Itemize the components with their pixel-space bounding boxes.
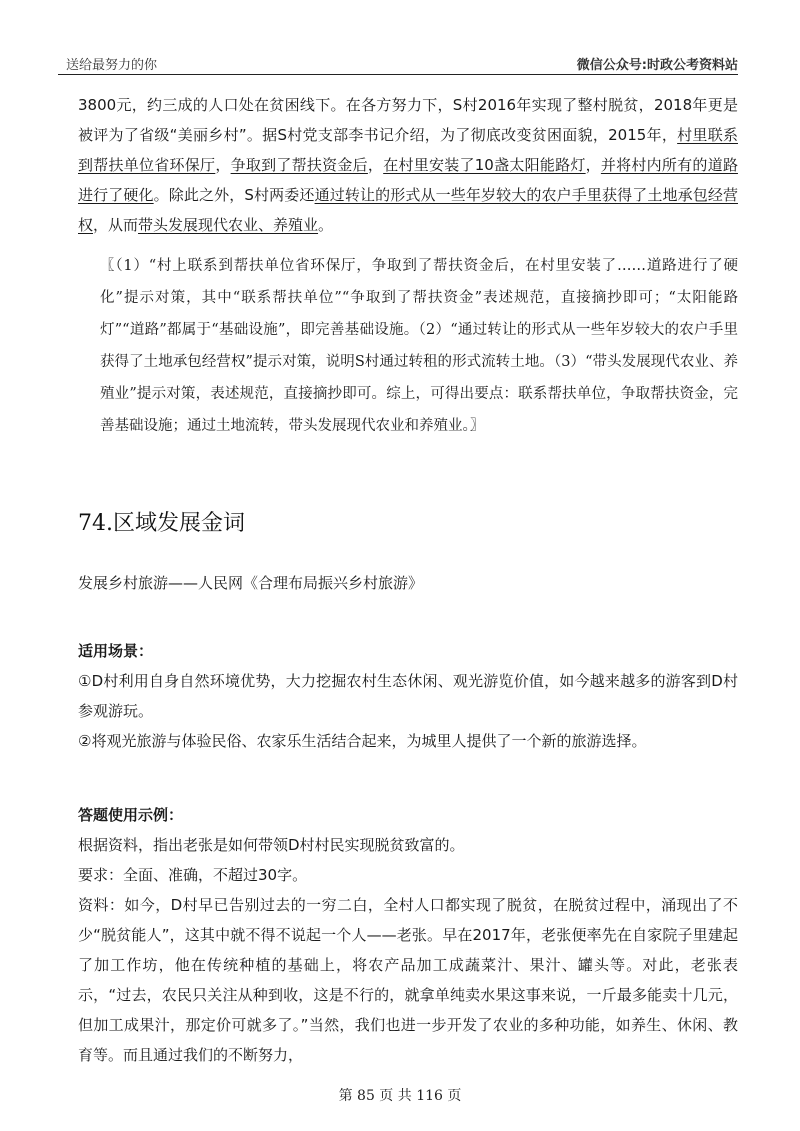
intro-text: ，	[367, 156, 384, 174]
intro-text: ，	[585, 156, 601, 174]
page-content	[78, 90, 738, 1070]
header-wechat-account: 微信公众号:时政公考资料站	[576, 58, 738, 73]
underlined-phrase: 带头发展现代农业、养殖业	[138, 216, 319, 234]
intro-text: ，	[215, 156, 231, 174]
example-material: 资料：如今，D村早已告别过去的一穷二白，全村人口都实现了脱贫，在脱贫过程中，涌现出了不少“脱贫能人”，这其中就不得不说起一个人——老张。早在2017年，老张便率先在自家院子里建起了加工作坊，他在传统种植的基础上，将农产品加工成蔬菜汁、果汁、罐头等。对此，老张表示，“过去，农民只关注从种到收，这是不行的，就拿单纯卖水果这事来说，一斤最多能卖十几元，但加工成果汁，那定价可就多了。”当然，我们也进一步开发了农业的多种功能，如养生、休闲、教育等。而且通过我们的不断努力，	[78, 896, 738, 1064]
intro-text: 。除此之外，S村两委还	[153, 186, 315, 204]
underlined-phrase: 通过转让的形式从一些年岁较大的农户手里获得了土地承包经营权	[78, 186, 738, 234]
intro-text: 3800元，约三成的人口处在贫困线下。在各方努力下，S村2016年实现了整村脱贫，2018年更是被评为了省级“美丽乡村”。据S村党支部李书记介绍，为了彻底改变贫困面貌，2015年，	[78, 96, 738, 144]
analysis-note: 〖（1）“村上联系到帮扶单位省环保厅，争取到了帮扶资金后，在村里安装了……道路进行了硬化”提示对策，其中“联系帮扶单位”“争取到了帮扶资金”表述规范，直接摘抄即可；“太阳能路灯”“道路”都属于“基础设施”，即完善基础设施。（2）“通过转让的形式从一些年岁较大的农户手里获得了土地承包经营权”提示对策，说明S村通过转租的形式流转土地。（3）“带头发展现代农业、养殖业”提示对策，表述规范，直接摘抄即可。综上，可得出要点：联系帮扶单位，争取帮扶资金，完善基础设施；通过土地流转，带头发展现代农业和养殖业。〗	[100, 258, 738, 434]
example-requirement: 要求：全面、准确，不超过30字。	[78, 866, 308, 884]
scene-item: ①D村利用自身自然环境优势，大力挖掘农村生态休闲、观光游览价值，如今越来越多的游客到D村参观游玩。	[78, 672, 738, 720]
scenes-label: 适用场景：	[78, 642, 154, 660]
underlined-phrase: 村里联系到帮扶单位省环保厅	[78, 126, 738, 174]
section-subtitle: 发展乡村旅游——人民网《合理布局振兴乡村旅游》	[78, 574, 424, 592]
intro-text: 。	[318, 216, 334, 234]
example-question: 根据资料，指出老张是如何带领D村村民实现脱贫致富的。	[78, 836, 465, 854]
page-number-footer: 第 85 页 共 116 页	[338, 1088, 462, 1104]
intro-paragraph	[78, 90, 738, 240]
example-label: 答题使用示例：	[78, 806, 184, 824]
header-slogan: 送给最努力的你	[66, 58, 158, 73]
scene-item: ②将观光旅游与体验民俗、农家乐生活结合起来，为城里人提供了一个新的旅游选择。	[78, 732, 647, 750]
underlined-phrase: 在村里安装了10盏太阳能路灯	[383, 156, 586, 174]
page-header	[58, 52, 738, 75]
underlined-phrase: 并将村内所有的道路进行了硬化	[78, 156, 738, 204]
section-title: 74.区域发展金词	[78, 511, 245, 536]
underlined-phrase: 争取到了帮扶资金后	[230, 156, 368, 174]
intro-text: ，从而	[93, 216, 139, 234]
